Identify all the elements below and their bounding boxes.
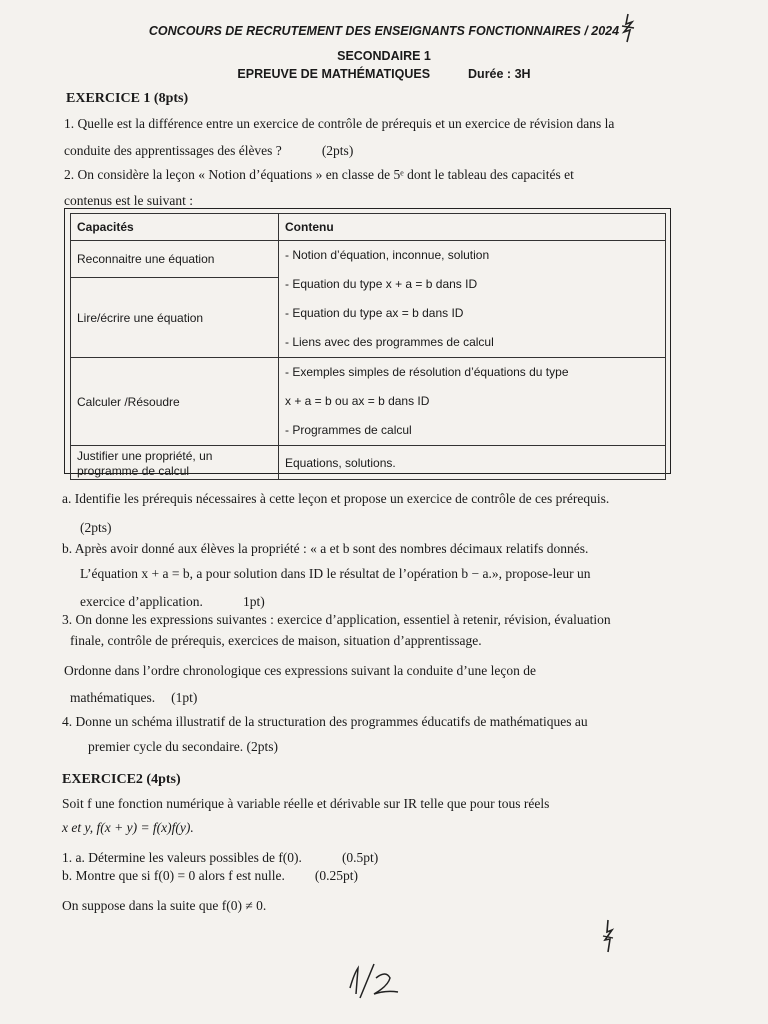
q4-line1: 4. Donne un schéma illustratif de la structuration des programmes éducatifs de mathématiques au (62, 714, 588, 729)
header-contenu: Contenu (279, 214, 666, 241)
row1-capacity: Reconnaitre une équation (71, 241, 279, 278)
ex2-q1a-text: 1. a. Détermine les valeurs possibles de f(0). (62, 850, 302, 865)
row2-capacity: Lire/écrire une équation (71, 278, 279, 358)
q1-line1: 1. Quelle est la différence entre un exercice de contrôle de prérequis et un exercice de révision dans la (64, 116, 615, 131)
row1-2-content (279, 241, 666, 358)
q2-line2: contenus est le suivant : (64, 193, 193, 208)
q3-points: (1pt) (171, 690, 198, 705)
q1-points: (2pts) (321, 143, 354, 158)
table-row (71, 446, 666, 480)
ex2-q1b-points: (0.25pt) (314, 868, 358, 883)
exam-subject-line (0, 67, 768, 81)
q3-line4 (70, 690, 197, 706)
table-row (71, 241, 666, 278)
qa-line2: (2pts) (80, 520, 112, 535)
handwritten-initials-top (618, 12, 638, 44)
content-line: - Liens avec des programmes de calcul (285, 335, 494, 349)
qb-line1: b. Après avoir donné aux élèves la propriété : « a et b sont des nombres décimaux relatifs donnés. (62, 541, 589, 556)
exam-level: SECONDAIRE 1 (337, 49, 431, 63)
exam-header-title: CONCOURS DE RECRUTEMENT DES ENSEIGNANTS FONCTIONNAIRES / 2024 (148, 24, 620, 38)
q1-text: conduite des apprentissages des élèves ? (64, 143, 282, 158)
capacities-table (70, 213, 666, 480)
qb-line3 (80, 594, 265, 610)
row4-capacity: Justifier une propriété, un programme de calcul (71, 446, 279, 480)
content-line: - Notion d’équation, inconnue, solution (285, 248, 490, 262)
ex2-q1a (62, 850, 378, 866)
row3-content (279, 358, 666, 446)
q3-text: mathématiques. (70, 690, 156, 705)
q3-line1: 3. On donne les expressions suivantes : exercice d’application, essentiel à retenir, révision, évaluation (62, 612, 611, 627)
table-header-row (71, 214, 666, 241)
ex2-q1b-text: b. Montre que si f(0) = 0 alors f est nulle. (62, 868, 285, 883)
exam-subject: EPREUVE DE MATHÉMATIQUES (237, 67, 431, 81)
table-row (71, 358, 666, 446)
exercise-2-title: EXERCICE2 (4pts) (62, 772, 181, 787)
qb-points: 1pt) (242, 594, 265, 609)
header-capacites: Capacités (71, 214, 279, 241)
content-line: - Equation du type ax = b dans ID (285, 306, 464, 320)
content-line: - Programmes de calcul (285, 423, 412, 437)
handwritten-page-number (340, 960, 410, 1000)
q3-line2: finale, contrôle de prérequis, exercices de maison, situation d’apprentissage. (70, 633, 482, 648)
content-line: - Equation du type x + a = b dans ID (285, 277, 478, 291)
exercise-1-title: EXERCICE 1 (8pts) (66, 91, 189, 106)
ex2-suppose: On suppose dans la suite que f(0) ≠ 0. (62, 898, 267, 913)
qa-line1: a. Identifie les prérequis nécessaires à cette leçon et propose un exercice de contrôle de ces prérequis. (62, 491, 610, 506)
ex2-intro-line1: Soit f une fonction numérique à variable réelle et dérivable sur IR telle que pour tous réels (62, 796, 550, 811)
handwritten-initials-bottom (598, 918, 618, 954)
ex2-intro-line2: x et y, f(x + y) = f(x)f(y). (62, 820, 194, 835)
row3-capacity: Calculer /Résoudre (71, 358, 279, 446)
ex2-q1b (62, 868, 358, 884)
ex2-q1a-points: (0.5pt) (341, 850, 379, 865)
q3-line3: Ordonne dans l’ordre chronologique ces expressions suivant la conduite d’une leçon de (64, 663, 536, 678)
content-line: - Exemples simples de résolution d’équations du type (285, 365, 569, 379)
exam-duration: Durée : 3H (468, 67, 531, 81)
q2-line1: 2. On considère la leçon « Notion d’équations » en classe de 5ᵉ dont le tableau des capacités et (64, 167, 574, 182)
qb-text: exercice d’application. (80, 594, 203, 609)
row4-content: Equations, solutions. (279, 446, 666, 480)
q4-line2: premier cycle du secondaire. (2pts) (88, 739, 279, 754)
q1-line2 (64, 143, 353, 159)
content-line: x + a = b ou ax = b dans ID (285, 394, 430, 408)
qb-line2: L’équation x + a = b, a pour solution dans ID le résultat de l’opération b − a.», propose-leur un (80, 566, 591, 581)
